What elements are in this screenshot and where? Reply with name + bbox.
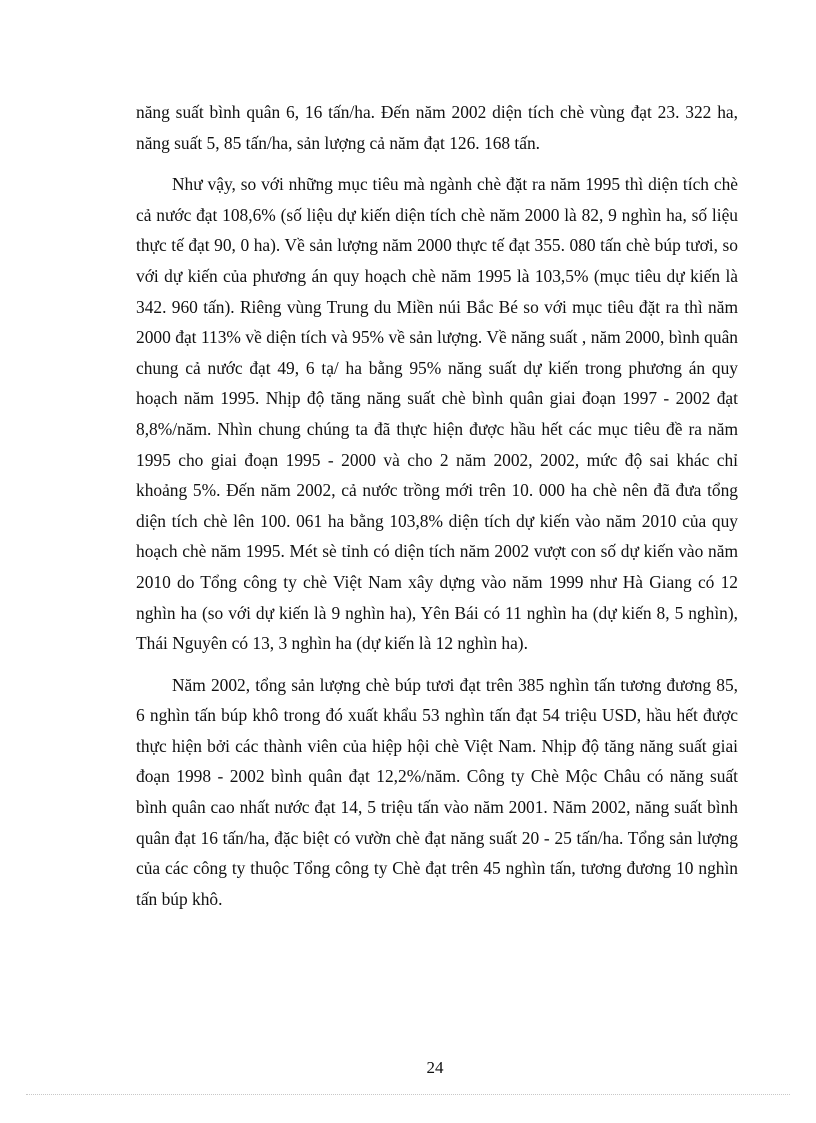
bottom-divider [26,1094,790,1095]
paragraph-targets-comparison: Như vậy, so với những mục tiêu mà ngành chè đặt ra năm 1995 thì diện tích chè cả nước đạt 108,6% (số liệu dự kiến diện tích chè năm 2000 là 82, 9 nghìn ha, số liệu thực tế đạt 90, 0 ha). Về sản lượng năm 2000 thực tế đạt 355. 080 tấn chè búp tươi, so với dự kiến của phương án quy hoạch chè năm 1995 là 103,5% (mục tiêu dự kiến là 342. 960 tấn). Riêng vùng Trung du Miền núi Bắc Bé so với mục tiêu đặt ra thì năm 2000 đạt 113% về diện tích và 95% về sản lượng. Về năng suất , năm 2000, bình quân chung cả nước đạt 49, 6 tạ/ ha bằng 95% năng suất dự kiến trong phương án quy hoạch năm 1995. Nhịp độ tăng năng suất chè bình quân giai đoạn 1997 - 2002 đạt 8,8%/năm. Nhìn chung chúng ta đã thực hiện được hầu hết các mục tiêu đề ra năm 1995 cho giai đoạn 1995 - 2000 và cho 2 năm 2002, 2002, mức độ sai khác chỉ khoảng 5%. Đến năm 2002, cả nước trồng mới trên 10. 000 ha chè nên đã đưa tổng diện tích chè lên 100. 061 ha bằng 103,8% diện tích dự kiến vào năm 2010 của quy hoạch chè năm 1995. Mét sè tỉnh có diện tích năm 2002 vượt con số dự kiến vào năm 2010 do Tổng công ty chè Việt Nam xây dựng vào năm 1999 như Hà Giang có 12 nghìn ha (so với dự kiến là 9 nghìn ha), Yên Bái có 11 nghìn ha (dự kiến 8, 5 nghìn), Thái Nguyên có 13, 3 nghìn ha (dự kiến là 12 nghìn ha). [136,174,738,654]
page-number: 24 [426,1058,444,1077]
paragraph-production-2002: Năm 2002, tổng sản lượng chè búp tươi đạt trên 385 nghìn tấn tương đương 85, 6 nghìn tấn búp khô trong đó xuất khẩu 53 nghìn tấn đạt 54 triệu USD, hầu hết được thực hiện bởi các thành viên của hiệp hội chè Việt Nam. Nhịp độ tăng năng suất giai đoạn 1998 - 2002 bình quân đạt 12,2%/năm. Công ty Chè Mộc Châu có năng suất bình quân cao nhất nước đạt 14, 5 triệu tấn vào năm 2001. Năm 2002, năng suất bình quân đạt 16 tấn/ha, đặc biệt có vườn chè đạt năng suất 20 - 25 tấn/ha. Tổng sản lượng của các công ty thuộc Tổng công ty Chè đạt trên 45 nghìn tấn, tương đương 10 nghìn tấn búp khô. [136,674,738,909]
body-text [136,97,738,914]
paragraph-continued: năng suất bình quân 6, 16 tấn/ha. Đến năm 2002 diện tích chè vùng đạt 23. 322 ha, năng suất 5, 85 tấn/ha, sản lượng cả năm đạt 126. 168 tấn. [136,102,738,153]
